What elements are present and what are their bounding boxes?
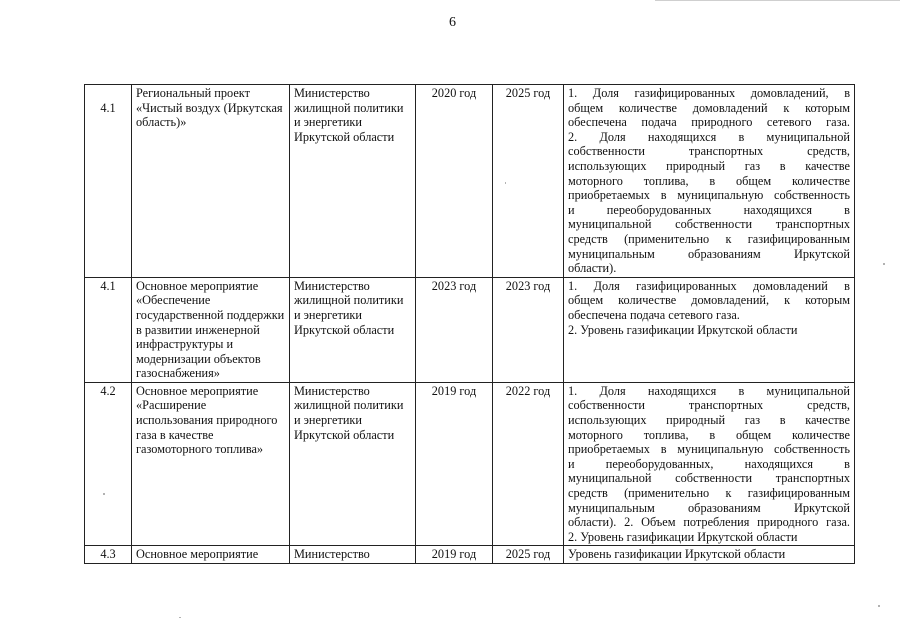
page-number: 6 — [449, 15, 456, 30]
scan-speck — [179, 617, 181, 618]
start-year: 2019 год — [416, 546, 493, 564]
row-number: 4.1 — [85, 85, 132, 278]
indicator-line: 1. Доля находящихся в муниципальной — [568, 383, 850, 398]
indicator-line: использующих природный газ в качестве — [568, 413, 850, 428]
row-number: 4.1 — [85, 277, 132, 382]
indicators — [564, 277, 855, 382]
indicator-line: Уровень газификации Иркутской области — [568, 547, 786, 562]
table-row — [85, 546, 855, 564]
start-year: 2023 год — [416, 277, 493, 382]
indicator-line: собственности транспортных средств, — [568, 144, 850, 159]
row-number: 4.3 — [85, 546, 132, 564]
event-name: Региональный проект «Чистый воздух (Иркутская область)» — [132, 85, 290, 278]
end-year: 2025 год — [493, 546, 564, 564]
indicators — [564, 546, 855, 564]
scan-speck — [883, 263, 885, 265]
indicator-line: общем количестве домовладений к которым — [568, 100, 850, 115]
indicator-line: 1. Доля газифицированных домовладений в — [568, 278, 850, 293]
indicator-line: 2. Уровень газификации Иркутской области — [568, 529, 798, 544]
indicator-line: муниципальной собственности транспортных — [568, 471, 850, 486]
end-year: 2023 год — [493, 277, 564, 382]
event-name: Основное мероприятие «Обеспечение государственной поддержки в развитии инженерной инфраструктуры и модернизации объектов газоснабжения» — [132, 277, 290, 382]
indicator-line: приобретаемых в муниципальную собственность — [568, 188, 850, 203]
scan-speck — [505, 182, 506, 184]
indicator-line: средств (применительно к газифицированным — [568, 486, 850, 501]
event-name: Основное мероприятие — [132, 546, 290, 564]
table-row — [85, 277, 855, 382]
indicators — [564, 85, 855, 278]
indicator-line: области). 2. Объем потребления природного газа. — [568, 515, 850, 530]
indicator-line: обеспечена подача природного сетевого газа. — [568, 115, 850, 130]
indicator-line: муниципальным образованиям Иркутской — [568, 500, 850, 515]
start-year: 2019 год — [416, 382, 493, 546]
indicator-line: собственности транспортных средств, — [568, 398, 850, 413]
indicator-line: обеспечена подача сетевого газа. — [568, 307, 740, 322]
indicator-line: 2. Доля находящихся в муниципальной — [568, 129, 850, 144]
executor: Министерство жилищной политики и энергетики Иркутской области — [290, 382, 416, 546]
end-year: 2022 год — [493, 382, 564, 546]
indicator-line: муниципальной собственности транспортных — [568, 217, 850, 232]
indicator-line: моторного топлива, в общем количестве — [568, 427, 850, 442]
indicator-line: средств (применительно к газифицированным — [568, 231, 850, 246]
indicator-line: 2. Уровень газификации Иркутской области — [568, 322, 798, 337]
executor: Министерство жилищной политики и энергетики Иркутской области — [290, 277, 416, 382]
scan-speck — [103, 493, 105, 495]
indicator-line: области). — [568, 261, 617, 276]
executor: Министерство жилищной политики и энергетики Иркутской области — [290, 85, 416, 278]
indicator-line: 1. Доля газифицированных домовладений, в — [568, 86, 850, 100]
indicator-line: моторного топлива, в общем количестве — [568, 173, 850, 188]
executor: Министерство — [290, 546, 416, 564]
table-row — [85, 85, 855, 278]
end-year: 2025 год — [493, 85, 564, 278]
event-name: Основное мероприятие «Расширение использования природного газа в качестве газомоторного топлива» — [132, 382, 290, 546]
top-edge-rule — [655, 0, 900, 1]
program-table — [84, 84, 855, 564]
scan-speck — [878, 605, 880, 607]
indicator-line: использующих природный газ в качестве — [568, 158, 850, 173]
indicator-line: муниципальным образованиям Иркутской — [568, 246, 850, 261]
row-number: 4.2 — [85, 382, 132, 546]
table-row — [85, 382, 855, 546]
indicator-line: приобретаемых в муниципальную собственность — [568, 442, 850, 457]
indicator-line: и переоборудованных находящихся в — [568, 202, 850, 217]
start-year: 2020 год — [416, 85, 493, 278]
indicator-line: и переоборудованных, находящихся в — [568, 456, 850, 471]
indicator-line: общем количестве домовладений, к которым — [568, 293, 850, 308]
indicators — [564, 382, 855, 546]
